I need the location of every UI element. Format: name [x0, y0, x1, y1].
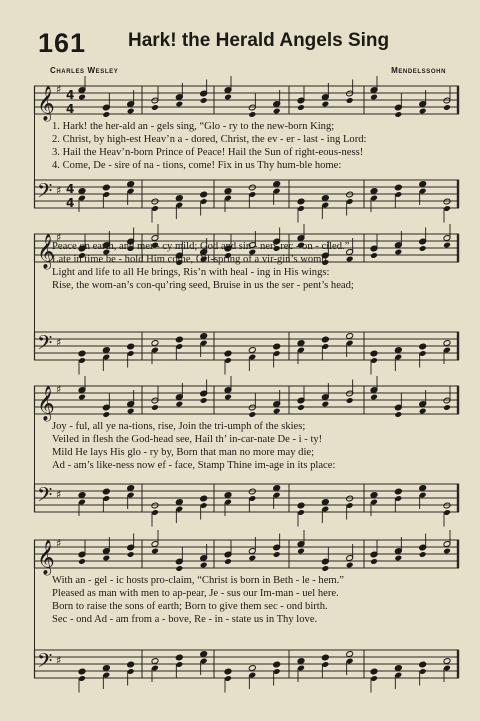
- note-head: [248, 488, 256, 512]
- verse-2-line: 2. Christ, by high-est Heav’n a - dored, Christ, the ev - er - last - ing Lord:: [52, 134, 367, 145]
- note-head: [297, 198, 305, 222]
- note-head: [297, 502, 305, 526]
- note-head: [273, 534, 281, 558]
- note-head: [175, 336, 183, 360]
- note-head: [200, 380, 208, 404]
- note-head: [346, 544, 354, 568]
- note-head: [224, 668, 232, 692]
- note-head: [297, 387, 305, 411]
- verse-4-line: Ad - am’s like-ness now ef - face, Stamp Thine im-age in its place:: [52, 460, 336, 471]
- note-head: [321, 548, 329, 572]
- note-head: [224, 76, 232, 100]
- note-head: [394, 665, 402, 689]
- svg-text:4: 4: [66, 196, 75, 210]
- note-head: [175, 499, 183, 523]
- note-head: [370, 76, 378, 100]
- sharp-key-signature-icon: ♯: [56, 488, 62, 501]
- note-head: [151, 87, 159, 111]
- lyrics-block-2: [52, 240, 462, 292]
- system-barline: [34, 540, 35, 678]
- note-head: [394, 184, 402, 208]
- note-head: [248, 347, 256, 371]
- note-head: [394, 347, 402, 371]
- note-head: [200, 495, 208, 519]
- sharp-key-signature-icon: ♯: [56, 383, 62, 396]
- note-head: [273, 661, 281, 685]
- sharp-key-signature-icon: ♯: [56, 231, 62, 244]
- music-system-3: [34, 378, 459, 518]
- note-head: [200, 191, 208, 215]
- verse-1-line: Peace on earth, and mer - cy mild; God and sin - ners rec - on - ciled.”: [52, 241, 350, 252]
- treble-clef-icon: 𝄞: [37, 386, 55, 421]
- svg-text:4: 4: [66, 182, 75, 196]
- note-head: [151, 198, 159, 222]
- note-head: [102, 665, 110, 689]
- note-head: [127, 343, 135, 367]
- verse-1-line: With an - gel - ic hosts pro-claim, “Christ is born in Beth - le - hem.”: [52, 575, 345, 586]
- note-head: [224, 350, 232, 374]
- verse-3-line: Mild He lays His glo - ry by, Born that man no more may die;: [52, 447, 315, 458]
- note-head: [102, 488, 110, 512]
- note-head: [102, 394, 110, 418]
- sharp-key-signature-icon: ♯: [56, 654, 62, 667]
- bass-staff: [34, 176, 459, 212]
- note-head: [175, 83, 183, 107]
- note-head: [78, 76, 86, 100]
- note-head: [346, 495, 354, 519]
- note-head: [78, 668, 86, 692]
- note-head: [419, 390, 427, 414]
- note-head: [127, 534, 135, 558]
- note-head: [127, 661, 135, 685]
- note-head: [394, 94, 402, 118]
- note-head: [419, 534, 427, 558]
- note-head: [443, 502, 451, 526]
- verse-1-line: Joy - ful, all ye na-tions, rise, Join the tri-umph of the skies;: [52, 421, 306, 432]
- note-head: [102, 94, 110, 118]
- note-head: [443, 530, 451, 554]
- note-head: [297, 87, 305, 111]
- note-head: [297, 530, 305, 554]
- note-head: [200, 544, 208, 568]
- verse-3-line: Light and life to all He brings, Ris’n with heal - ing in His wings:: [52, 267, 330, 278]
- system-barline: [34, 234, 35, 360]
- verse-4-line: Sec - ond Ad - am from a - bove, Re - in - state us in Thy love.: [52, 614, 318, 625]
- note-head: [321, 499, 329, 523]
- lyrics-block-1: [52, 120, 462, 172]
- verse-2-line: Late in time be - hold Him come, Off-spring of a vir-gin’s womb.: [52, 254, 330, 265]
- note-head: [78, 350, 86, 374]
- bass-staff: [34, 646, 459, 682]
- note-head: [102, 537, 110, 561]
- note-head: [370, 668, 378, 692]
- staff-lines: [34, 176, 459, 212]
- music-system-4: [34, 532, 459, 682]
- note-head: [175, 383, 183, 407]
- note-head: [151, 530, 159, 554]
- note-head: [175, 195, 183, 219]
- note-head: [273, 343, 281, 367]
- sharp-key-signature-icon: ♯: [56, 83, 62, 96]
- note-head: [224, 376, 232, 400]
- note-head: [273, 90, 281, 114]
- sharp-key-signature-icon: ♯: [56, 336, 62, 349]
- note-head: [78, 541, 86, 565]
- system-barline: [34, 86, 35, 208]
- note-head: [443, 198, 451, 222]
- note-head: [419, 90, 427, 114]
- note-head: [443, 87, 451, 111]
- note-head: [346, 191, 354, 215]
- bass-staff: [34, 328, 459, 364]
- sharp-key-signature-icon: ♯: [56, 537, 62, 550]
- note-head: [273, 390, 281, 414]
- staff-lines: [34, 536, 459, 575]
- note-head: [321, 336, 329, 360]
- system-barline: [34, 386, 35, 512]
- note-head: [127, 90, 135, 114]
- note-head: [248, 537, 256, 561]
- note-head: [346, 80, 354, 104]
- treble-staff: [34, 536, 459, 575]
- note-head: [248, 665, 256, 689]
- bass-clef-icon: 𝄢: [37, 483, 53, 511]
- note-head: [248, 394, 256, 418]
- note-head: [370, 541, 378, 565]
- note-head: [370, 350, 378, 374]
- note-head: [419, 343, 427, 367]
- bass-clef-icon: 𝄢: [37, 179, 53, 207]
- staff-lines: [34, 382, 459, 421]
- treble-clef-icon: 𝄞: [37, 86, 55, 121]
- lyrics-block-3: [52, 420, 462, 472]
- verse-3-line: 3. Hail the Heav’n-born Prince of Peace! Hail the Sun of right-eous-ness!: [52, 147, 364, 158]
- bass-staff: [34, 480, 459, 516]
- note-head: [321, 83, 329, 107]
- note-head: [321, 383, 329, 407]
- bass-clef-icon: 𝄢: [37, 649, 53, 677]
- note-head: [394, 537, 402, 561]
- staff-lines: [34, 480, 459, 516]
- note-head: [394, 394, 402, 418]
- staff-lines: [34, 328, 459, 364]
- note-head: [151, 387, 159, 411]
- treble-clef-icon: 𝄞: [37, 540, 55, 575]
- staff-lines: [34, 82, 459, 121]
- composer-credit: Mendelssohn: [391, 66, 446, 75]
- lyricist-credit: Charles Wesley: [50, 66, 119, 75]
- verse-2-line: Pleased as man with men to ap-pear, Je - sus our Im-man - uel here.: [52, 588, 339, 599]
- note-head: [248, 184, 256, 208]
- music-system-1: [34, 78, 459, 228]
- note-head: [394, 488, 402, 512]
- note-head: [127, 390, 135, 414]
- hymn-number: 161: [38, 28, 87, 58]
- treble-clef-icon: 𝄞: [37, 234, 55, 269]
- note-head: [443, 387, 451, 411]
- treble-staff: [34, 382, 459, 421]
- bass-clef-icon: 𝄢: [37, 331, 53, 359]
- note-head: [346, 380, 354, 404]
- note-head: [102, 347, 110, 371]
- note-head: [419, 661, 427, 685]
- note-head: [102, 184, 110, 208]
- note-head: [370, 376, 378, 400]
- note-head: [224, 541, 232, 565]
- svg-text:4: 4: [66, 102, 75, 116]
- note-head: [175, 548, 183, 572]
- note-head: [175, 654, 183, 678]
- verse-3-line: Born to raise the sons of earth; Born to give them sec - ond birth.: [52, 601, 328, 612]
- note-head: [78, 376, 86, 400]
- treble-staff: [34, 82, 459, 121]
- verse-4-line: 4. Come, De - sire of na - tions, come! Fix in us Thy hum-ble home:: [52, 160, 342, 171]
- note-head: [200, 80, 208, 104]
- hymn-title: Hark! the Herald Angels Sing: [128, 30, 390, 51]
- verse-1-line: 1. Hark! the her-ald an - gels sing, “Glo - ry to the new-born King;: [52, 121, 335, 132]
- verse-4-line: Rise, the wom-an’s con-qu’ring seed, Bruise in us the ser - pent’s head;: [52, 280, 354, 291]
- staff-lines: [34, 646, 459, 682]
- note-head: [321, 654, 329, 678]
- note-head: [321, 195, 329, 219]
- svg-text:4: 4: [66, 88, 75, 102]
- verse-2-line: Veiled in flesh the God-head see, Hail th’ in-car-nate De - i - ty!: [52, 434, 323, 445]
- note-head: [151, 502, 159, 526]
- sharp-key-signature-icon: ♯: [56, 184, 62, 197]
- music-system-2: [34, 228, 459, 368]
- note-head: [248, 94, 256, 118]
- lyrics-block-4: [52, 574, 462, 626]
